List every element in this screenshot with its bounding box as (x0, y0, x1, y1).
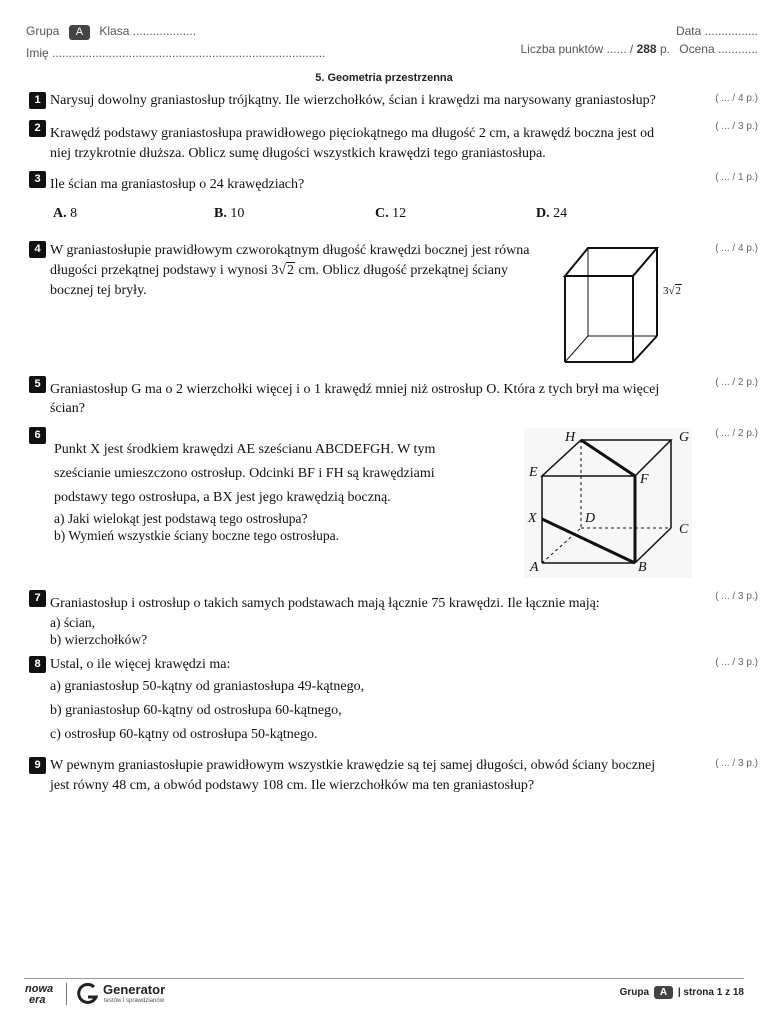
footer-divider (24, 978, 744, 979)
section-title: 5. Geometria przestrzenna (315, 72, 453, 84)
cube-label-x: X (528, 511, 537, 526)
prism-edge-label: 3√2 (663, 285, 682, 297)
question-2-line2: niej trzykrotnie dłuższa. Oblicz sumę długości wszystkich krawędzi tego graniastosłupa. (50, 146, 546, 161)
footer-page-text: | strona 1 z 18 (677, 987, 744, 998)
group-label: Grupa (26, 24, 60, 38)
question-number: 1 (29, 92, 46, 109)
cube-label-c: C (679, 522, 689, 537)
cube-label-e: E (529, 465, 538, 480)
question-5-line2: ścian? (50, 401, 85, 416)
question-9-line2: jest równy 48 cm, a obwód podstawy 108 cm. Ile wierzchołków ma ten graniastosłup? (50, 778, 535, 793)
question-8-text: Ustal, o ile więcej krawędzi ma: (50, 657, 231, 672)
answer-option-b[interactable]: B. 10 (214, 206, 245, 221)
question-5-line1: Graniastosłup G ma o 2 wierzchołki więcej i o 1 krawędź mniej niż ostrosłup O. Która z tych brył ma więcej (50, 382, 660, 397)
cube-label-h: H (565, 430, 576, 445)
question-number: 3 (29, 171, 46, 188)
question-9-line1: W pewnym graniastosłupie prawidłowym wszystkie krawędzie są tej samej długości, obwód ściany bocznej (50, 758, 656, 773)
cube-label-d: D (585, 511, 596, 526)
footer-group-label: Grupa (619, 987, 650, 998)
question-2-points: ( ... / 3 p.) (715, 121, 758, 132)
question-7-points: ( ... / 3 p.) (715, 591, 758, 602)
question-4-line3: bocznej tej bryły. (50, 283, 147, 298)
question-7-part-a: a) ścian, (50, 615, 95, 630)
question-6-line2: sześcianie umieszczono ostrosłup. Odcinki BF i FH są krawędziami (54, 466, 435, 481)
question-number: 4 (29, 241, 46, 258)
grade-field[interactable]: Ocena ............ (679, 42, 758, 56)
question-6-part-b: b) Wymień wszystkie ściany boczne tego ostrosłupa. (54, 528, 339, 543)
question-5-points: ( ... / 2 p.) (715, 377, 758, 388)
question-4-line1: W graniastosłupie prawidłowym czworokątnym długość krawędzi bocznej jest równa (50, 243, 530, 258)
answer-option-a[interactable]: A. 8 (53, 206, 78, 221)
points-prefix: Liczba punktów ...... / (520, 42, 634, 56)
prism-figure (560, 244, 690, 368)
cube-label-b: B (638, 560, 647, 575)
question-6-points: ( ... / 2 p.) (715, 428, 758, 439)
footer-group-badge: A (654, 986, 673, 999)
cube-figure (524, 428, 692, 578)
cube-label-g: G (679, 430, 690, 445)
group-badge: A (69, 25, 90, 40)
header-group (26, 24, 196, 40)
question-8-points: ( ... / 3 p.) (715, 657, 758, 668)
question-9-points: ( ... / 3 p.) (715, 758, 758, 769)
question-6-line3: podstawy tego ostrosłupa, a BX jest jego krawędzią boczną. (54, 490, 391, 505)
answer-option-c[interactable]: C. 12 (375, 206, 407, 221)
question-8-part-a: a) graniastosłup 50-kątny od graniastosłupa 49-kątnego, (50, 679, 365, 694)
question-3-text: Ile ścian ma graniastosłup o 24 krawędziach? (50, 177, 305, 192)
question-8-part-c: c) ostrosłup 60-kątny od ostrosłupa 50-kątnego. (50, 727, 318, 742)
points-suffix: p. (659, 42, 670, 56)
logo-separator (66, 983, 67, 1005)
question-number: 5 (29, 376, 46, 393)
generator-logo-icon (76, 983, 100, 1005)
question-number: 7 (29, 590, 46, 607)
question-3-points: ( ... / 1 p.) (715, 172, 758, 183)
question-number: 9 (29, 757, 46, 774)
question-4-points: ( ... / 4 p.) (715, 243, 758, 254)
cube-label-a: A (530, 560, 539, 575)
nowa-era-logo: nowa era (25, 983, 54, 1006)
class-field[interactable]: Klasa ................... (99, 24, 197, 38)
date-field[interactable]: Data ................ (675, 24, 758, 38)
cube-label-f: F (640, 472, 649, 487)
points-and-grade (520, 42, 758, 56)
generator-title: Generator (103, 982, 166, 997)
name-field[interactable]: Imię .................................................................................. (26, 46, 326, 60)
generator-subtitle: testów i sprawdzianów (104, 998, 165, 1004)
question-number: 6 (29, 427, 46, 444)
answer-option-d[interactable]: D. 24 (536, 206, 568, 221)
question-number: 8 (29, 656, 46, 673)
question-7-part-b: b) wierzchołków? (50, 632, 148, 647)
question-number: 2 (29, 120, 46, 137)
footer-page-info (620, 986, 744, 999)
question-1-points: ( ... / 4 p.) (715, 93, 758, 104)
question-2-line1: Krawędź podstawy graniastosłupa prawidłowego pięciokątnego ma długość 2 cm, a krawędź boczna jest od (50, 126, 655, 141)
question-7-text: Graniastosłup i ostrosłup o takich samych podstawach mają łącznie 75 krawędzi. Ile łącznie mają: (50, 596, 600, 611)
question-6-line1: Punkt X jest środkiem krawędzi AE sześcianu ABCDEFGH. W tym (54, 442, 436, 457)
question-8-part-b: b) graniastosłup 60-kątny od ostrosłupa 60-kątnego, (50, 703, 342, 718)
points-total: 288 (636, 42, 657, 56)
question-4-line2: długości przekątnej podstawy i wynosi 3√2 cm. Oblicz długość przekątnej ściany (50, 263, 508, 278)
question-6-part-a: a) Jaki wielokąt jest podstawą tego ostrosłupa? (54, 511, 308, 526)
math-3sqrt2: 3√2 (271, 263, 294, 278)
question-1-text: Narysuj dowolny graniastosłup trójkątny. Ile wierzchołków, ścian i krawędzi ma narysowany graniastosłup? (50, 93, 656, 108)
